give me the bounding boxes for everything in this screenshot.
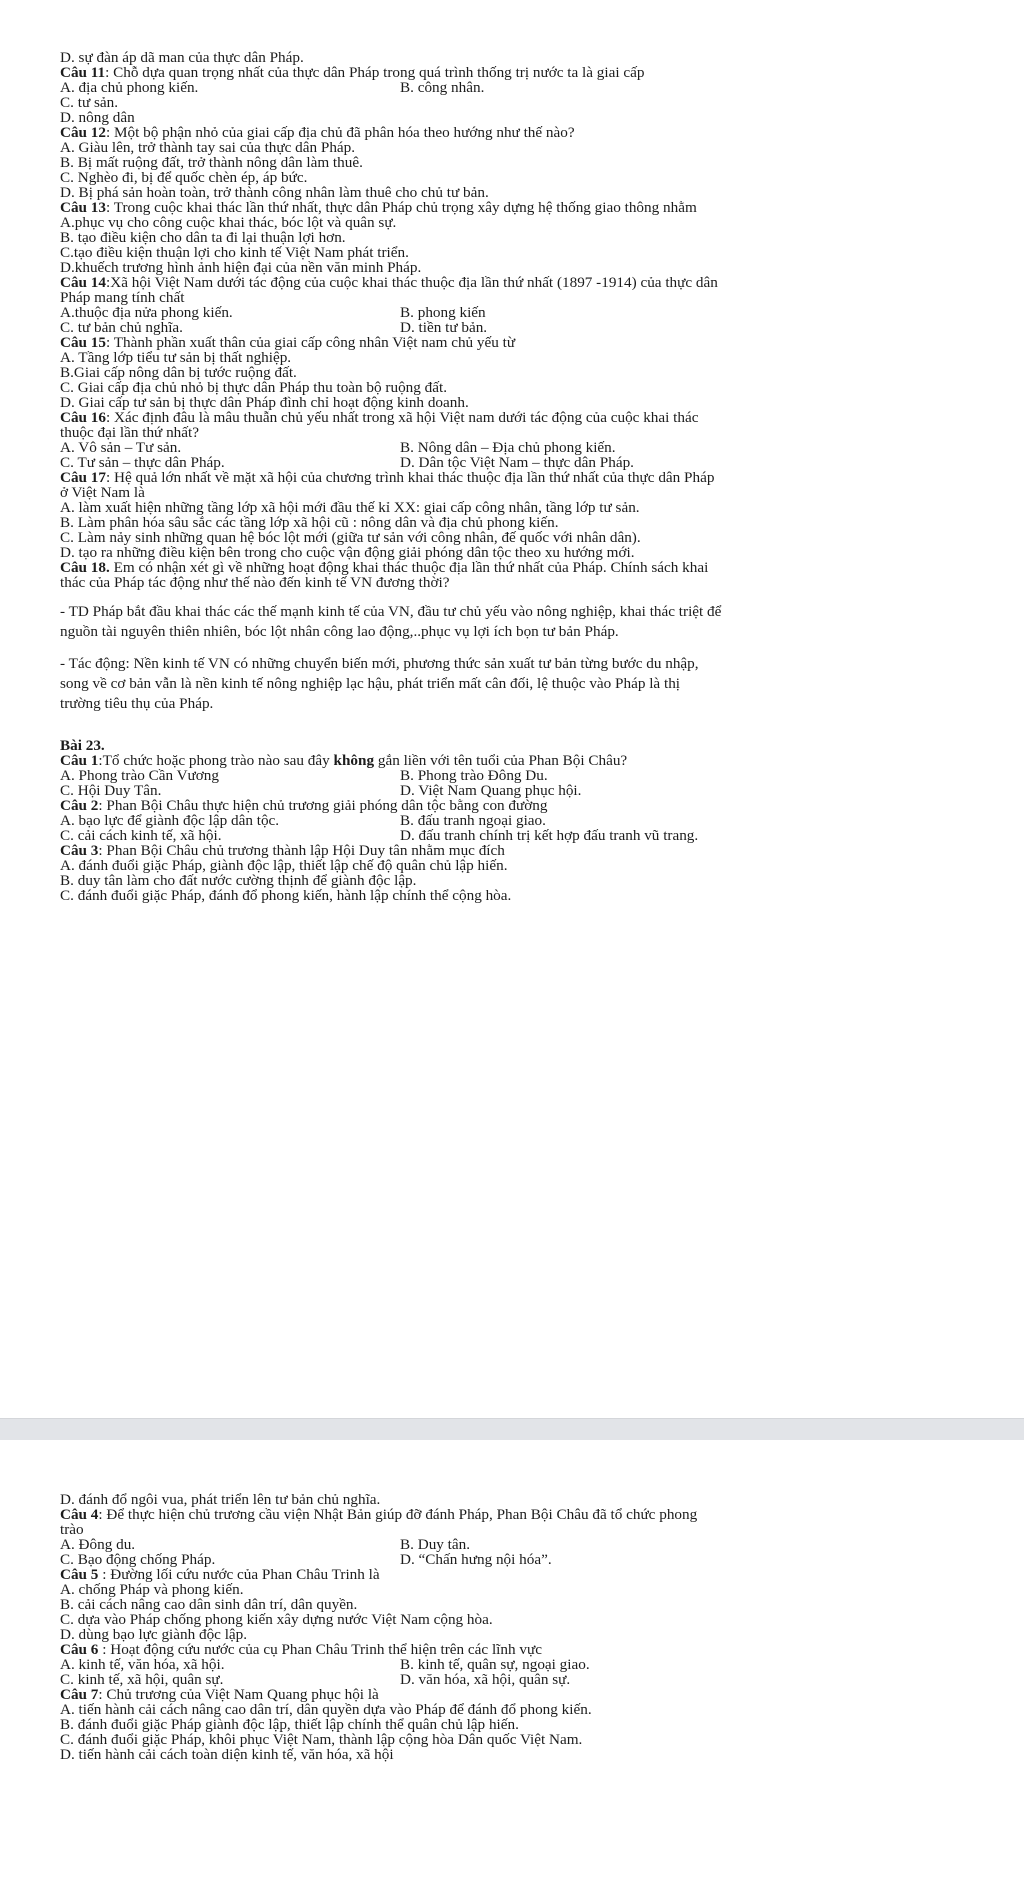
text-line: D.khuếch trương hình ảnh hiện đại của nền văn minh Pháp. [60,260,422,275]
question-label: Câu 4 [60,1507,99,1522]
answer-options-row [60,813,990,828]
text-line: Pháp mang tính chất [60,290,185,305]
option-right: D. Việt Nam Quang phục hội. [400,782,582,799]
text-line: thác của Pháp tác động như thế nào đến kinh tế VN đương thời? [60,575,450,590]
question-label: Câu 6 [60,1642,99,1657]
question-label: Câu 2 [60,798,99,813]
answer-options-row [60,455,990,470]
text-line: ở Việt Nam là [60,485,145,500]
question-line [60,65,990,80]
text-line: A. tiến hành cải cách nâng cao dân trí, dân quyền dựa vào Pháp để đánh đổ phong kiến. [60,1702,592,1717]
question-label: Câu 11 [60,65,106,80]
question-text: : Trong cuộc khai thác lần thứ nhất, thực dân Pháp chủ trọng xây dựng hệ thống giao thông nhằm [106,200,697,215]
option-right: B. đấu tranh ngoại giao. [400,812,546,829]
answer-paragraph-line: trường tiêu thụ của Pháp. [60,695,214,712]
text-line: D. tiến hành cải cách toàn diện kinh tế, văn hóa, xã hội [60,1747,394,1762]
text-line: B. Bị mất ruộng đất, trở thành nông dân làm thuê. [60,155,363,170]
option-right: D. tiền tư bản. [400,319,488,336]
question-text: : Hệ quả lớn nhất về mặt xã hội của chương trình khai thác thuộc địa lần thứ nhất của thực dân Pháp [106,470,715,485]
text-line: D. đánh đổ ngôi vua, phát triển lên tư bản chủ nghĩa. [60,1492,381,1507]
question-line [60,843,990,858]
option-left: A. Vô sản – Tư sản. [60,439,182,456]
text-line: B. duy tân làm cho đất nước cường thịnh để giành độc lập. [60,873,417,888]
spacer [60,642,990,654]
question-text: :Tổ chức hoặc phong trào nào sau đây [98,753,334,768]
answer-options-row [60,828,990,843]
answer-options-row [60,320,990,335]
option-left: A. bạo lực để giành độc lập dân tộc. [60,812,280,829]
question-label: Câu 16 [60,410,106,425]
answer-options-row [60,783,990,798]
question-line [60,798,990,813]
emphasis-text: không [333,753,375,768]
text-line: D. Giai cấp tư sản bị thực dân Pháp đình chỉ hoạt động kinh doanh. [60,395,469,410]
option-right: B. Phong trào Đông Du. [400,767,548,784]
text-line: C. dựa vào Pháp chống phong kiến xây dựng nước Việt Nam cộng hòa. [60,1612,493,1627]
answer-options-row [60,440,990,455]
option-left: A. Đông du. [60,1536,136,1553]
text-line: C. Giai cấp địa chủ nhỏ bị thực dân Pháp thu toàn bộ ruộng đất. [60,380,447,395]
question-line [60,410,990,425]
page-2-content [60,1492,990,1762]
question-line [60,200,990,215]
question-label: Câu 3 [60,843,99,858]
text-line: D. tạo ra những điều kiện bên trong cho cuộc vận động giải phóng dân tộc theo xu hướng mới. [60,545,635,560]
question-label: Câu 12 [60,125,106,140]
question-label: Câu 7 [60,1687,99,1702]
question-text: :Xã hội Việt Nam dưới tác động của cuộc khai thác thuộc địa lần thứ nhất (1897 -1914) của thực dân [106,275,718,290]
text-line: A. chống Pháp và phong kiến. [60,1582,244,1597]
text-line: A. Tầng lớp tiểu tư sản bị thất nghiệp. [60,350,292,365]
option-left: C. Tư sản – thực dân Pháp. [60,454,225,471]
text-line: C.tạo điều kiện thuận lợi cho kinh tế Việt Nam phát triển. [60,245,409,260]
question-label: Câu 1 [60,753,99,768]
lesson-title: Bài 23. [60,737,105,754]
text-line: A. đánh đuổi giặc Pháp, giành độc lập, thiết lập chế độ quân chủ lập hiến. [60,858,508,873]
option-left: A. Phong trào Cần Vương [60,767,219,784]
question-text: : Xác định đâu là mâu thuẫn chủ yếu nhất trong xã hội Việt nam dưới tác động của cuộc khai thác [106,410,699,425]
question-line [60,125,990,140]
question-line [60,275,990,290]
question-text: : Để thực hiện chủ trương cầu viện Nhật Bản giúp đỡ đánh Pháp, Phan Bội Châu đã tổ chức phong [98,1507,698,1522]
text-line: B. cải cách nâng cao dân sinh dân trí, dân quyền. [60,1597,358,1612]
option-left: C. Bạo động chống Pháp. [60,1551,216,1568]
question-line [60,1507,990,1522]
option-right: B. Nông dân – Địa chủ phong kiến. [400,439,616,456]
question-text: : Thành phần xuất thân của giai cấp công nhân Việt nam chủ yếu từ [106,335,516,350]
page-separator [0,1418,1024,1442]
option-left: A.thuộc địa nửa phong kiến. [60,304,233,321]
option-left: C. tư bản chủ nghĩa. [60,319,183,336]
text-line: C. đánh đuổi giặc Pháp, đánh đổ phong kiến, hành lập chính thể cộng hòa. [60,888,512,903]
option-right: D. “Chấn hưng nội hóa”. [400,1551,552,1568]
question-label: Câu 13 [60,200,106,215]
question-line [60,470,990,485]
option-right: B. kinh tế, quân sự, ngoại giao. [400,1656,590,1673]
text-line: B. đánh đuổi giặc Pháp giành độc lập, thiết lập chính thể quân chủ lập hiến. [60,1717,519,1732]
question-text: : Chủ trương của Việt Nam Quang phục hội là [98,1687,379,1702]
option-left: A. kinh tế, văn hóa, xã hội. [60,1656,225,1673]
answer-options-row [60,305,990,320]
question-label: Câu 14 [60,275,106,290]
answer-options-row [60,1657,990,1672]
question-line [60,1567,990,1582]
text-line: B.Giai cấp nông dân bị tước ruộng đất. [60,365,297,380]
question-line [60,753,990,768]
answer-paragraph-line: - Tác động: Nền kinh tế VN có những chuyển biến mới, phương thức sản xuất tư bản từng bước du nhập, [60,655,699,672]
question-text: : Hoạt động cứu nước của cụ Phan Châu Trinh thể hiện trên các lĩnh vực [98,1642,542,1657]
option-right: D. văn hóa, xã hội, quân sự. [400,1671,571,1688]
option-left: C. Hội Duy Tân. [60,782,162,799]
text-line: trào [60,1522,84,1537]
option-right: B. công nhân. [400,79,485,96]
question-label: Câu 5 [60,1567,99,1582]
text-line: C. Làm nảy sinh những quan hệ bóc lột mới (giữa tư sản với công nhân, đế quốc với nhân dân). [60,530,641,545]
question-text: : Chỗ dựa quan trọng nhất của thực dân Pháp trong quá trình thống trị nước ta là giai cấp [105,65,645,80]
question-line [60,335,990,350]
answer-options-row [60,80,990,95]
answer-options-row [60,1672,990,1687]
text-line: A.phục vụ cho công cuộc khai thác, bóc lột và quân sự. [60,215,397,230]
answer-paragraph-line: - TD Pháp bắt đầu khai thác các thế mạnh kinh tế của VN, đầu tư chủ yếu vào nông nghiệp, khai thác triệt để [60,603,722,620]
option-right: D. đấu tranh chính trị kết hợp đấu tranh vũ trang. [400,827,699,844]
text-line: C. đánh đuổi giặc Pháp, khôi phục Việt Nam, thành lập cộng hòa Dân quốc Việt Nam. [60,1732,583,1747]
question-line [60,560,990,575]
question-label: Câu 15 [60,335,106,350]
option-left: C. kinh tế, xã hội, quân sự. [60,1671,224,1688]
text-line: B. tạo điều kiện cho dân ta đi lại thuận lợi hơn. [60,230,346,245]
option-right: D. Dân tộc Việt Nam – thực dân Pháp. [400,454,634,471]
option-right: B. Duy tân. [400,1536,471,1553]
option-left: A. địa chủ phong kiến. [60,79,199,96]
text-line: D. sự đàn áp dã man của thực dân Pháp. [60,50,304,65]
answer-options-row [60,1552,990,1567]
question-text: Em có nhận xét gì về những hoạt động khai thác thuộc địa lần thứ nhất của Pháp. Chính sách khai [109,560,709,575]
text-line: C. tư sản. [60,95,119,110]
question-text: : Phan Bội Châu thực hiện chủ trương giải phóng dân tộc bằng con đường [98,798,548,813]
text-line: D. Bị phá sản hoàn toàn, trở thành công nhân làm thuê cho chủ tư bản. [60,185,489,200]
question-text: gắn liền với tên tuổi của Phan Bội Châu? [374,753,628,768]
text-line: D. nông dân [60,110,135,125]
option-right: B. phong kiến [400,304,486,321]
question-line [60,1687,990,1702]
text-line: A. làm xuất hiện những tầng lớp xã hội mới đầu thế kỉ XX: giai cấp công nhân, tầng lớp tư sản. [60,500,640,515]
text-line: D. dùng bạo lực giành độc lập. [60,1627,248,1642]
answer-paragraph-line: song về cơ bản vẫn là nền kinh tế nông nghiệp lạc hậu, phát triển mất cân đối, lệ thuộc vào Pháp là thị [60,675,681,692]
page-1-content [60,50,990,903]
answer-options-row [60,768,990,783]
question-text: : Một bộ phận nhỏ của giai cấp địa chủ đã phân hóa theo hướng như thế nào? [106,125,575,140]
text-line: A. Giàu lên, trở thành tay sai của thực dân Pháp. [60,140,356,155]
text-line: thuộc đại lần thứ nhất? [60,425,199,440]
answer-paragraph-line: nguồn tài nguyên thiên nhiên, bóc lột nhân công lao động,..phục vụ lợi ích bọn tư bản Pháp. [60,623,619,640]
answer-options-row [60,1537,990,1552]
question-line [60,1642,990,1657]
option-left: C. cải cách kinh tế, xã hội. [60,827,222,844]
question-label: Câu 17 [60,470,106,485]
spacer [60,590,990,602]
question-label: Câu 18. [60,560,110,575]
text-line: C. Nghèo đi, bị để quốc chèn ép, áp bức. [60,170,308,185]
question-text: : Phan Bội Châu chủ trương thành lập Hội Duy tân nhằm mục đích [98,843,505,858]
question-text: : Đường lối cứu nước của Phan Châu Trinh là [98,1567,380,1582]
text-line: B. Làm phân hóa sâu sắc các tầng lớp xã hội cũ : nông dân và địa chủ phong kiến. [60,515,559,530]
